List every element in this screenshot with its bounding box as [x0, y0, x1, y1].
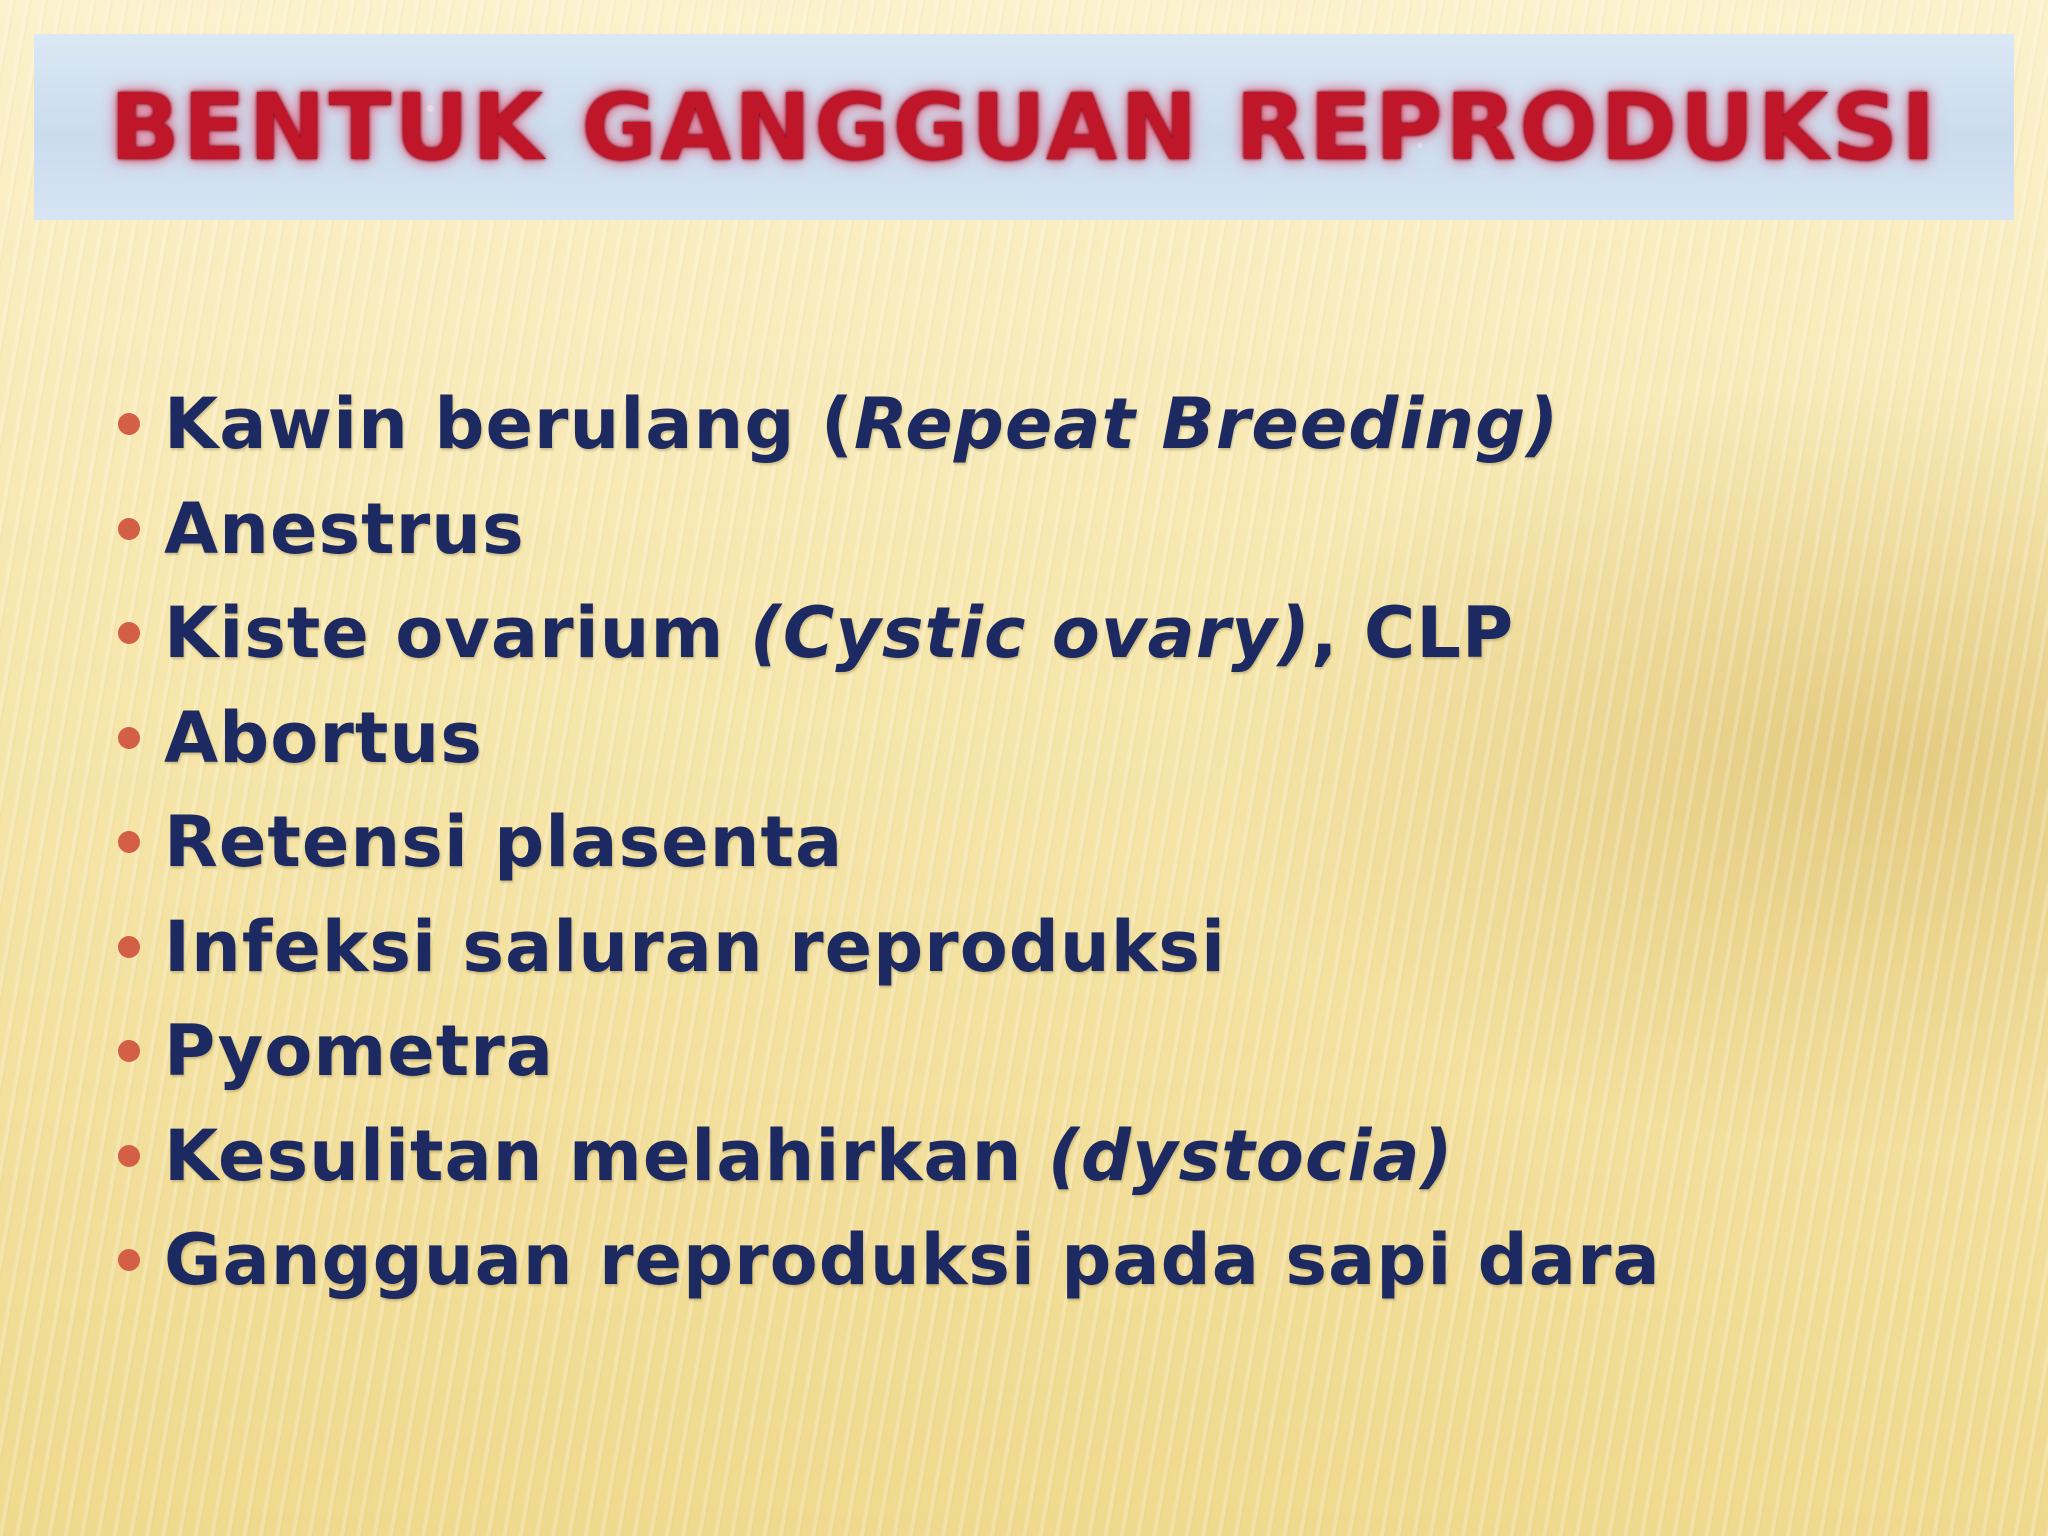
title-banner [34, 34, 2014, 220]
list-item [118, 1104, 1661, 1209]
bullet-dot-icon [118, 622, 140, 644]
list-item [118, 999, 1661, 1104]
bullet-dot-icon [118, 727, 140, 749]
list-item [118, 686, 1661, 791]
list-item [118, 790, 1661, 895]
bullet-text: Abortus [164, 696, 483, 779]
bullet-text: Pyometra [164, 1010, 554, 1093]
bullet-text: Retensi plasenta [164, 801, 844, 884]
bullet-dot-icon [118, 1249, 140, 1271]
bullet-text: Kesulitan melahirkan (dystocia) [164, 1114, 1454, 1197]
bullet-dot-icon [118, 1145, 140, 1167]
bullet-list [118, 372, 1661, 1313]
bullet-text: Kiste ovarium (Cystic ovary), CLP [164, 592, 1515, 675]
list-item [118, 1208, 1661, 1313]
bullet-text: Kawin berulang (Repeat Breeding) [164, 383, 1560, 466]
bullet-text: Gangguan reproduksi pada sapi dara [164, 1219, 1661, 1302]
bullet-dot-icon [118, 413, 140, 435]
bullet-dot-icon [118, 936, 140, 958]
bullet-dot-icon [118, 1040, 140, 1062]
list-item [118, 581, 1661, 686]
list-item [118, 477, 1661, 582]
slide-title: BENTUK GANGGUAN REPRODUKSI [109, 73, 1939, 181]
bullet-dot-icon [118, 518, 140, 540]
bullet-dot-icon [118, 831, 140, 853]
bullet-text: Infeksi saluran reproduksi [164, 905, 1226, 988]
bullet-text: Anestrus [164, 487, 525, 570]
list-item [118, 895, 1661, 1000]
list-item [118, 372, 1661, 477]
